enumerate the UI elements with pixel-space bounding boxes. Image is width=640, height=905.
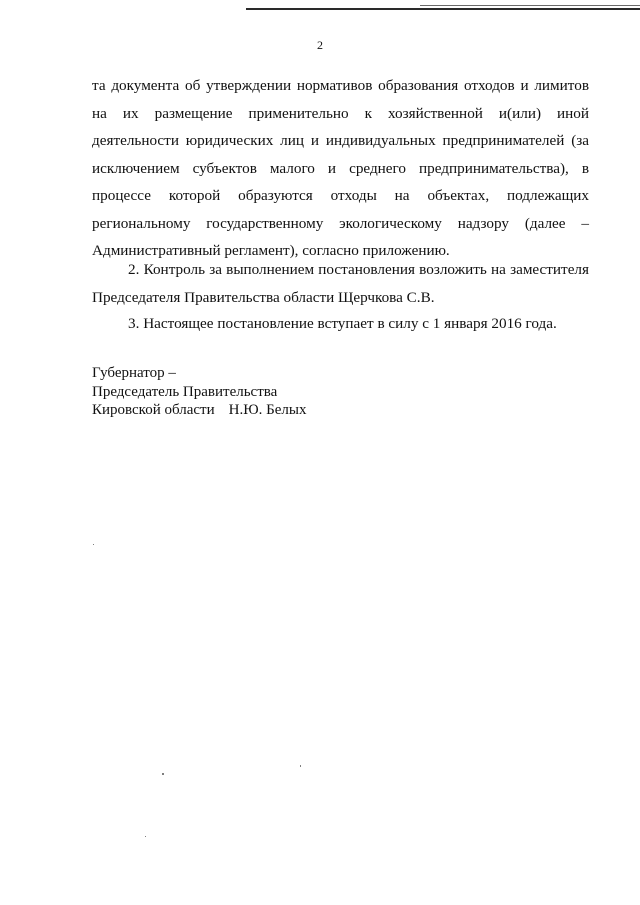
signature-title-line-2: Председатель Правительства xyxy=(92,383,278,400)
scan-edge xyxy=(0,0,640,3)
top-rule-thin xyxy=(420,5,640,6)
signature-title-line-1: Губернатор – xyxy=(92,365,176,381)
paragraph-item-2: 2. Контроль за выполнением постановления возложить на заместителя Председателя Правительства области Щерчкова С.В. xyxy=(92,261,589,306)
scan-speck xyxy=(300,765,301,767)
paragraph-continuation: та документа об утверждении нормативов образования отходов и лимитов на их размещение применительно к хозяйственной и(или) иной деятельности юридических лиц и индивидуальных предпринимателей (за исключением субъектов малого и среднего предпринимательства), в процессе которой образуются отходы на объектах, подлежащих региональному государственному экологическому надзору (далее – Административный регламент), согласно приложению. xyxy=(92,77,589,259)
scan-speck xyxy=(93,544,94,545)
signature-title-line-3 xyxy=(92,401,306,420)
signature-region: Кировской области xyxy=(92,402,215,418)
page-number: 2 xyxy=(317,38,323,52)
scan-speck xyxy=(162,773,164,775)
signature-name: Н.Ю. Белых xyxy=(228,402,307,418)
signature-block xyxy=(92,364,306,420)
scan-speck xyxy=(145,836,146,837)
paragraph-item-3: 3. Настоящее постановление вступает в силу с 1 января 2016 года. xyxy=(128,315,557,332)
top-rule xyxy=(246,8,640,10)
